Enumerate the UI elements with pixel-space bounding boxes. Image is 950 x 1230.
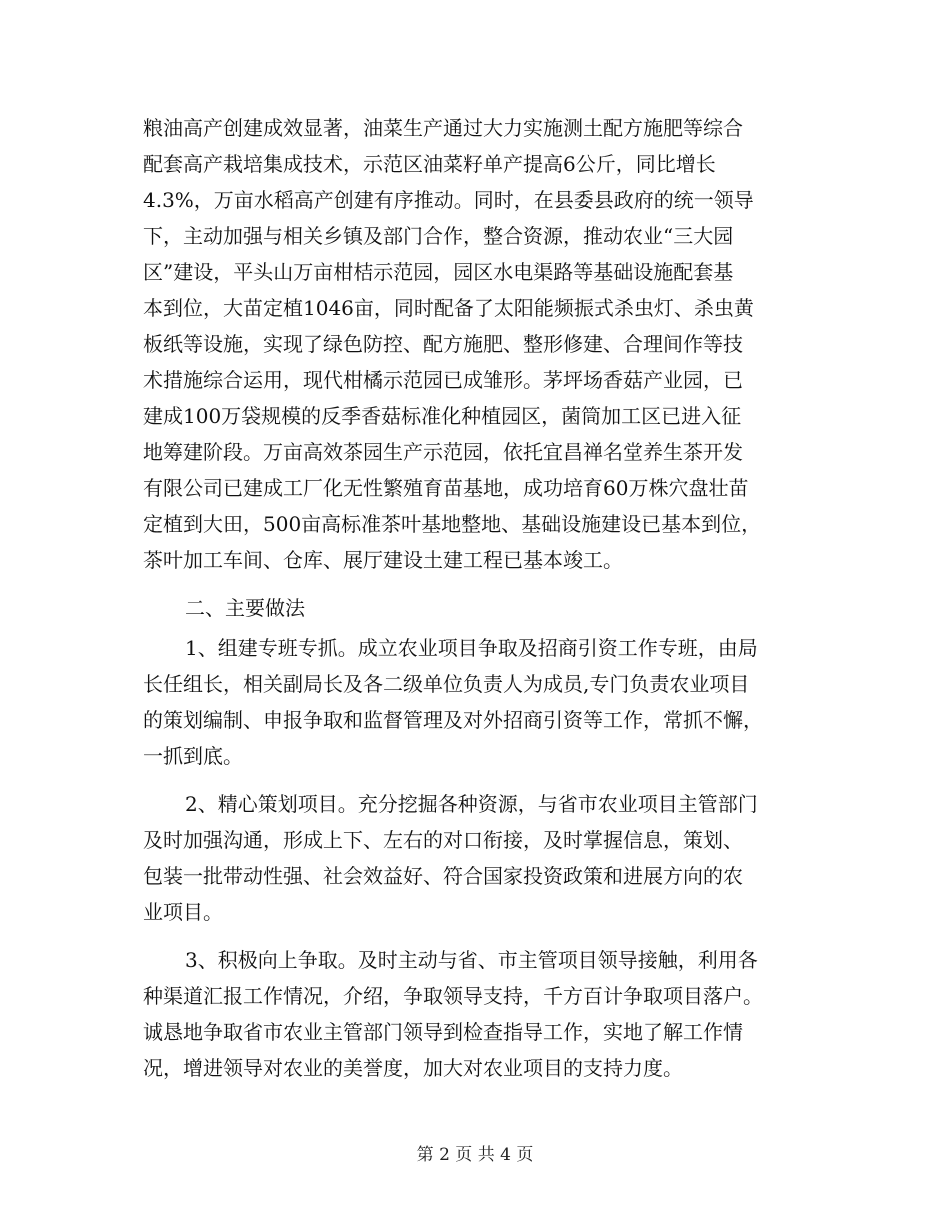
text-line: 及时加强沟通，形成上下、左右的对口衔接，及时掌握信息，策划、: [143, 828, 743, 852]
text-line: 包装一批带动性强、社会效益好、符合国家投资政策和进展方向的农: [143, 864, 743, 888]
text-line: 2、精心策划项目。充分挖掘各种资源，与省市农业项目主管部门: [185, 792, 758, 816]
text-line: 板纸等设施，实现了绿色防控、配方施肥、整形修建、合理间作等技: [143, 332, 743, 356]
text-line: 1、组建专班专抓。成立农业项目争取及招商引资工作专班，由局: [185, 636, 758, 660]
text-line: 本到位，大苗定植1046亩，同时配备了太阳能频振式杀虫灯、杀虫黄: [143, 296, 754, 320]
text-line: 有限公司已建成工厂化无性繁殖育苗基地，成功培育60万株穴盘壮苗: [143, 476, 749, 500]
text-line: 区”建设，平头山万亩柑桔示范园，园区水电渠路等基础设施配套基: [143, 260, 734, 284]
text-line: 业项目。: [143, 900, 223, 924]
text-line: 配套高产栽培集成技术，示范区油菜籽单产提高6公斤，同比增长: [143, 152, 716, 176]
text-line: 种渠道汇报工作情况，介绍，争取领导支持，千方百计争取项目落户。: [143, 984, 763, 1008]
text-line: 4.3%，万亩水稻高产创建有序推动。同时，在县委县政府的统一领导: [143, 188, 754, 212]
text-line: 茶叶加工车间、仓库、展厅建设土建工程已基本竣工。: [143, 548, 623, 572]
page-footer: 第 2 页 共 4 页: [416, 1145, 534, 1165]
text-line: 定植到大田，500亩高标准茶叶基地整地、基础设施建设已基本到位，: [143, 512, 762, 536]
text-line: 一抓到底。: [143, 744, 243, 768]
text-line: 建成100万袋规模的反季香菇标准化种植园区，菌筒加工区已进入征: [143, 404, 742, 428]
text-line: 况，增进领导对农业的美誉度，加大对农业项目的支持力度。: [143, 1056, 683, 1080]
text-line: 粮油高产创建成效显著，油菜生产通过大力实施测土配方施肥等综合: [143, 116, 743, 140]
text-line: 长任组长，相关副局长及各二级单位负责人为成员,专门负责农业项目: [143, 672, 750, 696]
text-line: 的策划编制、申报争取和监督管理及对外招商引资等工作，常抓不懈，: [143, 708, 763, 732]
text-line: 诚恳地争取省市农业主管部门领导到检查指导工作，实地了解工作情: [143, 1020, 743, 1044]
text-line: 3、积极向上争取。及时主动与省、市主管项目领导接触，利用各: [185, 948, 758, 972]
text-line: 术措施综合运用，现代柑橘示范园已成雏形。茅坪场香菇产业园，已: [143, 368, 743, 392]
text-line: 下，主动加强与相关乡镇及部门合作，整合资源，推动农业“三大园: [143, 224, 734, 248]
section-heading: 二、主要做法: [185, 596, 305, 620]
text-line: 地筹建阶段。万亩高效茶园生产示范园，依托宜昌禅名堂养生茶开发: [143, 440, 743, 464]
